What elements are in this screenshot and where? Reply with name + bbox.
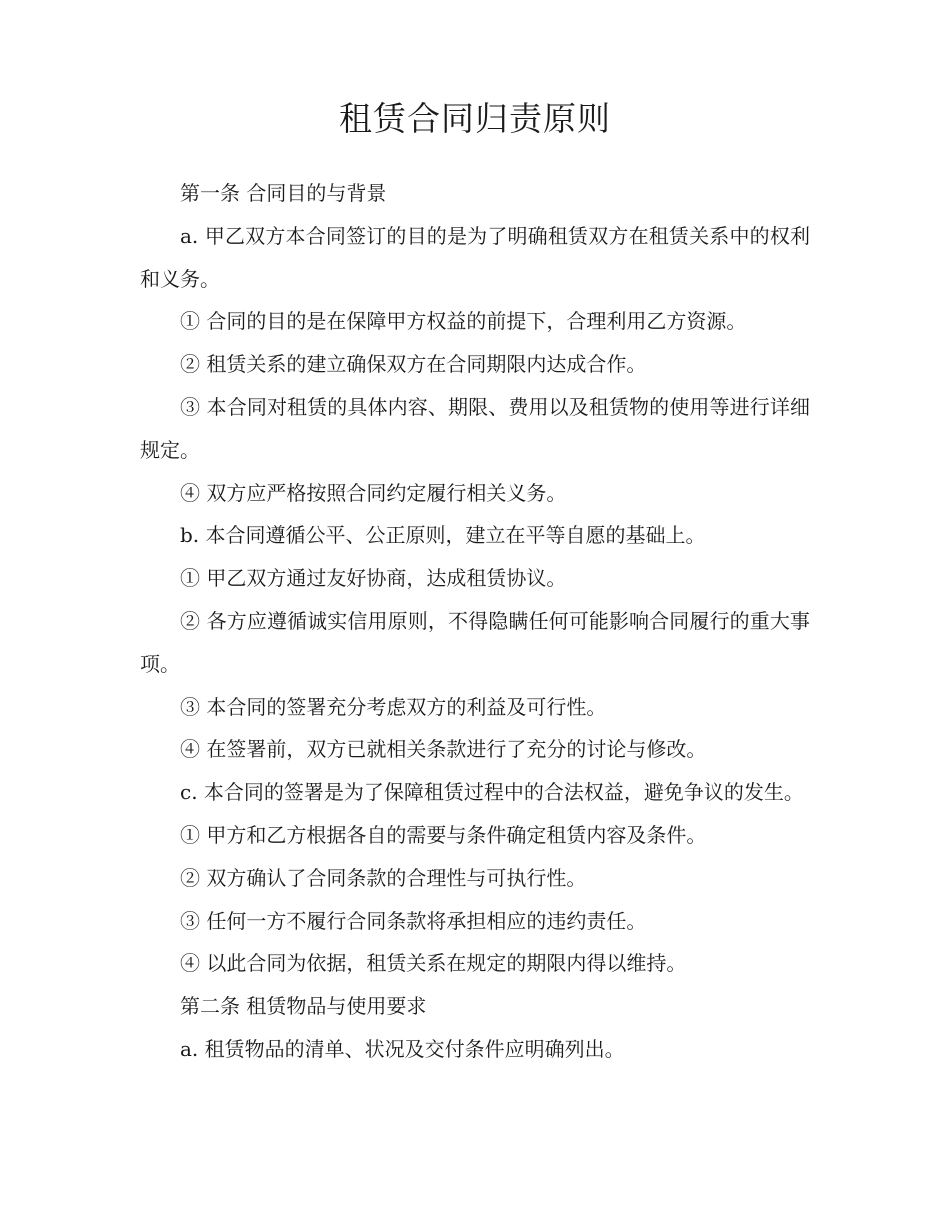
section-heading-2: 第二条 租赁物品与使用要求 <box>180 994 427 1019</box>
section-2-clause-a: a. 租赁物品的清单、状况及交付条件应明确列出。 <box>180 1036 625 1061</box>
clause-b-item-1: ① 甲乙双方通过友好协商，达成租赁协议。 <box>180 566 567 591</box>
clause-c-item-4: ④ 以此合同为依据，租赁关系在规定的期限内得以维持。 <box>180 951 687 976</box>
clause-b-item-2: ② 各方应遵循诚实信用原则，不得隐瞒任何可能影响合同履行的重大事项。 <box>140 608 810 676</box>
clause-c-item-2: ② 双方确认了合同条款的合理性与可执行性。 <box>180 865 587 890</box>
document-body <box>140 172 810 1071</box>
clause-c-item-3: ③ 任何一方不履行合同条款将承担相应的违约责任。 <box>180 908 647 933</box>
clause-c: c. 本合同的签署是为了保障租赁过程中的合法权益，避免争议的发生。 <box>180 780 804 805</box>
clause-a-item-3: ③ 本合同对租赁的具体内容、期限、费用以及租赁物的使用等进行详细规定。 <box>140 394 810 462</box>
clause-b-item-4: ④ 在签署前，双方已就相关条款进行了充分的讨论与修改。 <box>180 737 707 762</box>
clause-b-item-3: ③ 本合同的签署充分考虑双方的利益及可行性。 <box>180 694 607 719</box>
clause-a-item-1: ① 合同的目的是在保障甲方权益的前提下，合理利用乙方资源。 <box>180 309 747 334</box>
section-heading-1: 第一条 合同目的与背景 <box>180 181 387 205</box>
clause-c-item-1: ① 甲方和乙方根据各自的需要与条件确定租赁内容及条件。 <box>180 822 707 847</box>
document-title: 租赁合同归责原则 <box>339 99 611 138</box>
clause-a-item-4: ④ 双方应严格按照合同约定履行相关义务。 <box>180 480 567 505</box>
clause-b: b. 本合同遵循公平、公正原则，建立在平等自愿的基础上。 <box>180 523 706 548</box>
clause-a-item-2: ② 租赁关系的建立确保双方在合同期限内达成合作。 <box>180 352 647 377</box>
clause-a: a. 甲乙双方本合同签订的目的是为了明确租赁双方在租赁关系中的权利和义务。 <box>140 223 810 291</box>
